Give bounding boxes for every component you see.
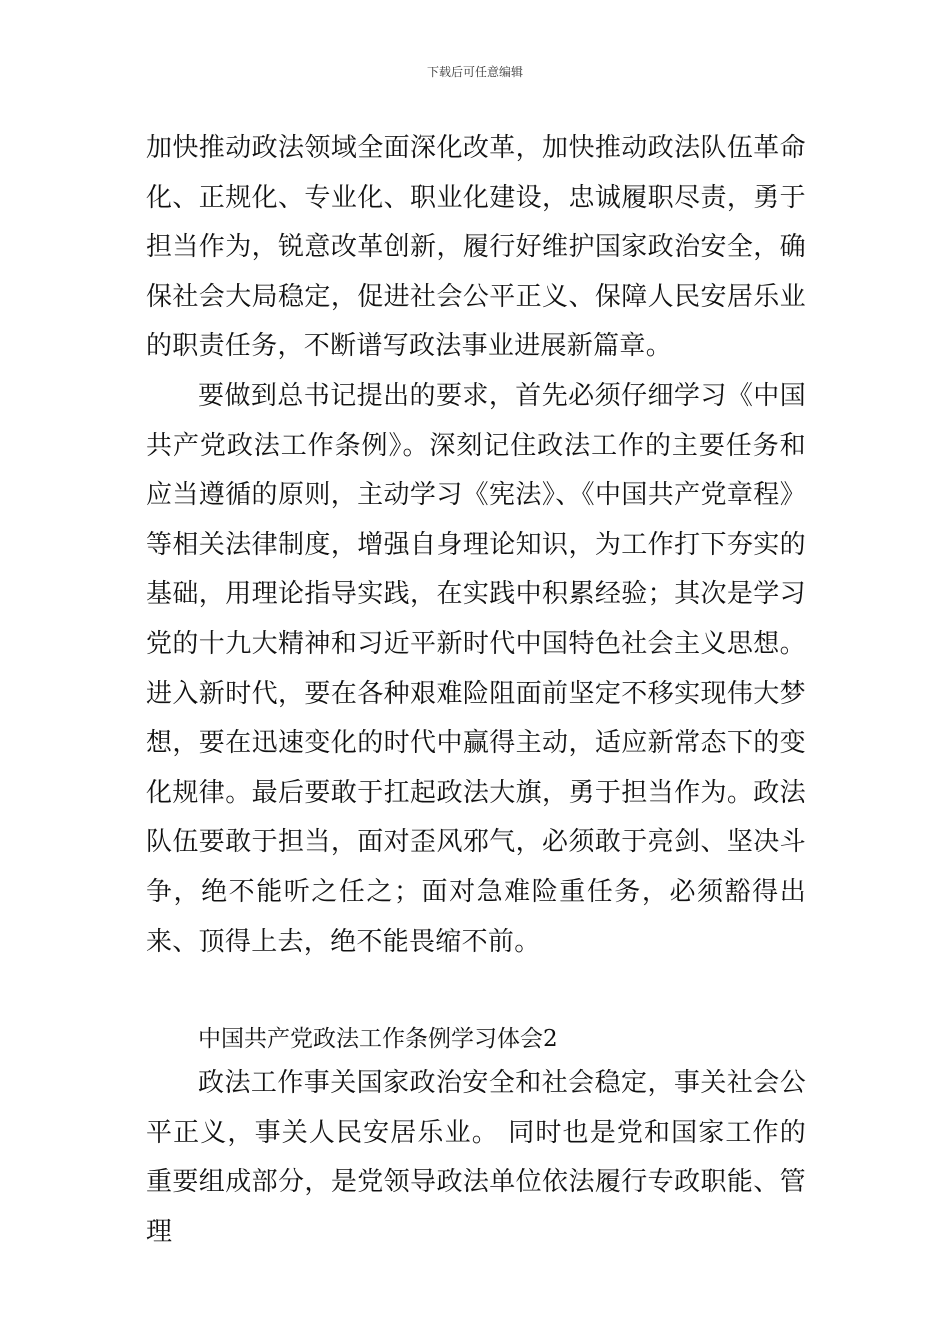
paragraph-1: 加快推动政法领域全面深化改革，加快推动政法队伍革命化、正规化、专业化、职业化建设，忠诚履职尽责，勇于担当作为，锐意改革创新，履行好维护国家政治安全，确保社会大局稳定，促进社会公平正义、保障人民安居乐业的职责任务，不断谱写政法事业进展新篇章。	[146, 133, 806, 362]
section-heading: 中国共产党政法工作条例学习体会2	[198, 1026, 558, 1053]
document-body	[146, 124, 806, 1257]
section-spacer	[146, 967, 806, 1019]
page-header-note: 下载后可任意编辑	[426, 65, 523, 79]
paragraph-3: 政法工作事关国家政治安全和社会稳定，事关社会公平正义，事关人民安居乐业。 同时也是党和国家工作的重要组成部分，是党领导政法单位依法履行专政职能、管理	[146, 1068, 806, 1247]
paragraph-2: 要做到总书记提出的要求，首先必须仔细学习《中国共产党政法工作条例》。深刻记住政法工作的主要任务和应当遵循的原则，主动学习《宪法》、《中国共产党章程》等相关法律制度，增强自身理论知识，为工作打下夯实的基础，用理论指导实践，在实践中积累经验；其次是学习党的十九大精神和习近平新时代中国特色社会主义思想。进入新时代，要在各种艰难险阻面前坚定不移实现伟大梦想，要在迅速变化的时代中赢得主动，适应新常态下的变化规律。最后要敢于扛起政法大旗，勇于担当作为。政法队伍要敢于担当，面对歪风邪气，必须敢于亮剑、坚决斗争，绝不能听之任之；面对急难险重任务，必须豁得出来、顶得上去，绝不能畏缩不前。	[146, 380, 806, 957]
